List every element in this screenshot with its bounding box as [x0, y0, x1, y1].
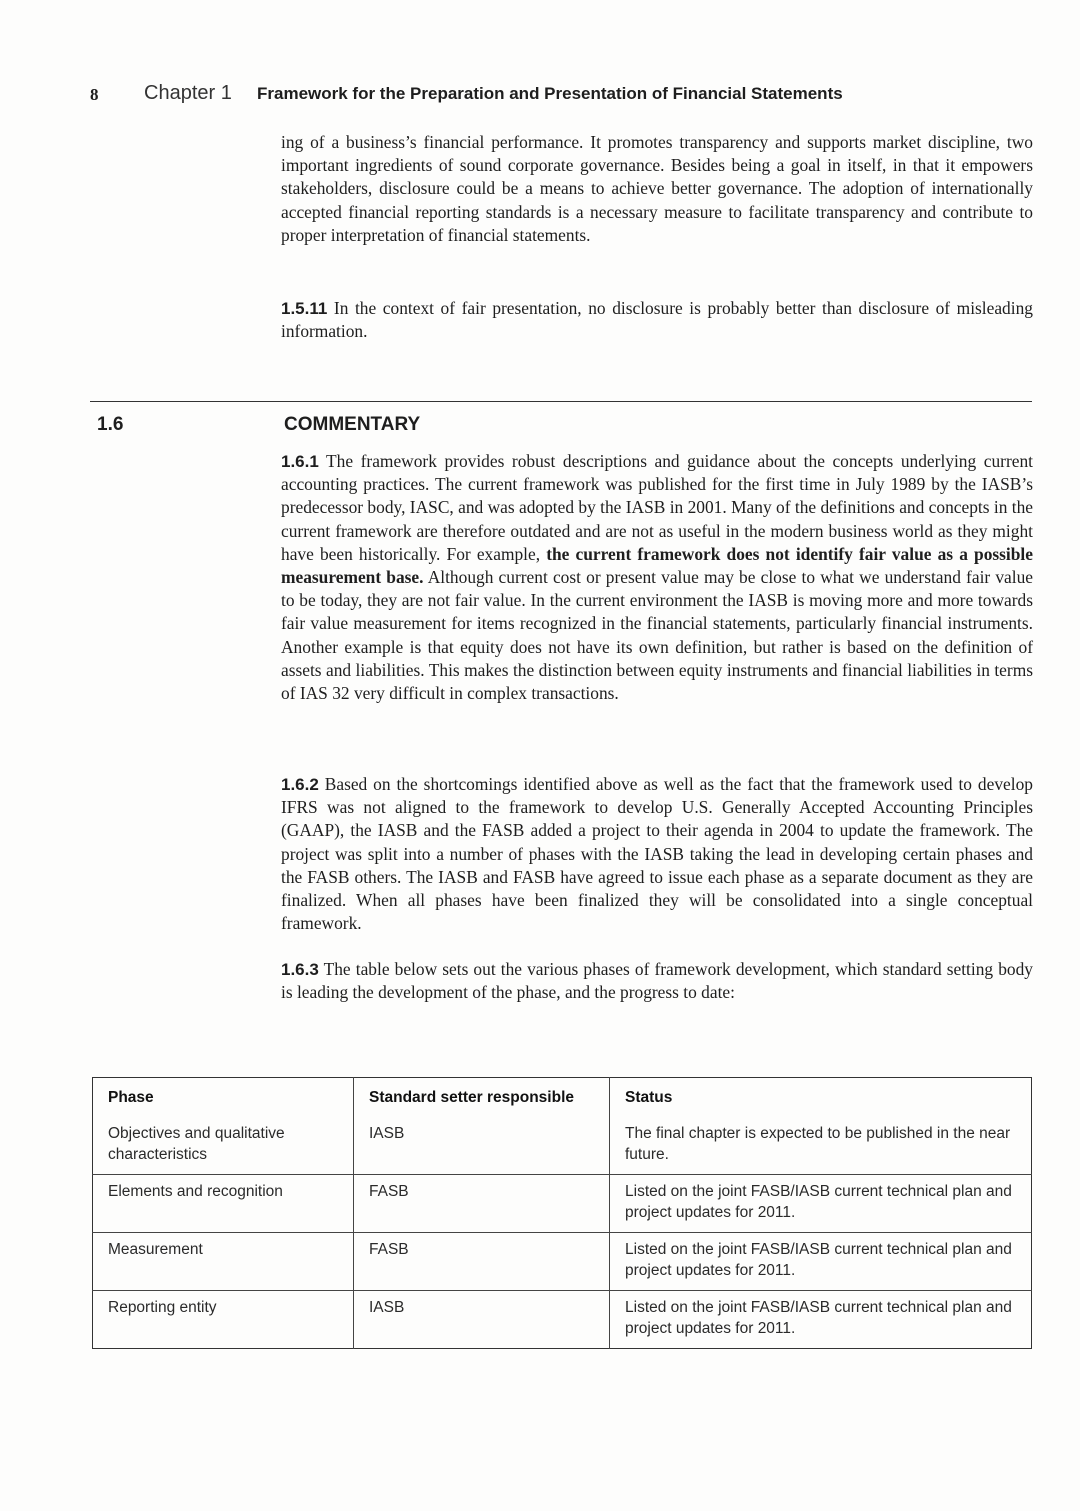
paragraph-text: The framework provides robust descriptions and guidance about the concepts underlying current accounting practices. The current framework was published for the first time in July 1989 by the IASB’s predecessor body, IASC, and was adopted by the IASB in 2001. Many of the definitions and concepts in the current framework are therefore outdated and are not as useful in the modern business world as they might have been historically. For example,	[281, 451, 1033, 564]
standard-setter-cell: FASB	[354, 1233, 610, 1291]
table-row	[93, 1233, 1032, 1291]
paragraph-text: In the context of fair presentation, no disclosure is probably better than disclosure of misleading information.	[281, 298, 1033, 342]
phase-cell: Measurement	[93, 1233, 354, 1291]
page-number: 8	[90, 85, 99, 104]
status-cell: Listed on the joint FASB/IASB current technical plan and project updates for 2011.	[610, 1233, 1032, 1291]
phase-cell: Objectives and qualitative characteristics	[93, 1117, 354, 1175]
paragraph-1-6-3	[281, 958, 1033, 1004]
phase-cell: Reporting entity	[93, 1291, 354, 1349]
page-header	[90, 82, 990, 108]
paragraph-text: The table below sets out the various phases of framework development, which standard setting body is leading the development of the phase, and the progress to date:	[281, 959, 1033, 1003]
table-header-row	[93, 1078, 1032, 1118]
paragraph-number: 1.6.2	[281, 775, 319, 794]
table-row	[93, 1175, 1032, 1233]
paragraph-number: 1.6.3	[281, 960, 319, 979]
section-title: COMMENTARY	[284, 414, 421, 435]
paragraph-1-5-11	[281, 297, 1033, 343]
column-header-phase: Phase	[93, 1078, 354, 1118]
paragraph-1-6-1	[281, 450, 1033, 705]
paragraph-bold-text: the current framework does not identify fair value as a possible measurement base.	[281, 543, 1033, 588]
table-row	[93, 1117, 1032, 1175]
standard-setter-cell: FASB	[354, 1175, 610, 1233]
paragraph-number: 1.6.1	[281, 452, 319, 471]
framework-phases-table	[92, 1077, 1032, 1349]
paragraph-text-continued: Although current cost or present value may be close to what we understand fair value to be today, they are not fair value. In the current environment the IASB is moving more and more towards fair value measurement for items recognized in the financial statements, particularly financial instruments. Another example is that equity does not have its own definition, but rather is based on the definition of assets and liabilities. This makes the distinction between equity instruments and financial liabilities in terms of IAS 32 very difficult in complex transactions.	[281, 567, 1034, 704]
phase-cell: Elements and recognition	[93, 1175, 354, 1233]
paragraph-text: Based on the shortcomings identified above as well as the fact that the framework used to develop IFRS was not aligned to the framework to develop U.S. Generally Accepted Accounting Principles (GAAP), the IASB and the FASB added a project to their agenda in 2004 to update the framework. The project was split into a number of phases with the IASB taking the lead in developing certain phases and the FASB others. The IASB and FASB have agreed to issue each phase as a separate document as they are finalized. When all phases have been finalized they will be consolidated into a single conceptual framework.	[281, 774, 1033, 934]
paragraph-1-6-2	[281, 773, 1033, 935]
column-header-standard-setter: Standard setter responsible	[354, 1078, 610, 1118]
section-number: 1.6	[97, 414, 124, 435]
standard-setter-cell: IASB	[354, 1291, 610, 1349]
intro-paragraph: ing of a business’s financial performance. It promotes transparency and supports market discipline, two important ingredients of sound corporate governance. Besides being a goal in itself, in that it empowers stakeholders, disclosure could be a means to achieve better governance. The adoption of internationally accepted financial reporting standards is a necessary measure to facilitate transparency and contribute to proper interpretation of financial statements.	[281, 132, 1033, 245]
standard-setter-cell: IASB	[354, 1117, 610, 1175]
table-row	[93, 1291, 1032, 1349]
paragraph-number: 1.5.11	[281, 299, 328, 318]
status-cell: The final chapter is expected to be published in the near future.	[625, 1125, 1011, 1163]
section-divider	[90, 401, 1032, 402]
chapter-title: Framework for the Preparation and Presentation of Financial Statements	[257, 84, 843, 103]
chapter-label: Chapter 1	[144, 82, 232, 104]
status-cell: Listed on the joint FASB/IASB current technical plan and project updates for 2011.	[610, 1175, 1032, 1233]
column-header-status: Status	[625, 1089, 673, 1106]
status-cell: Listed on the joint FASB/IASB current technical plan and project updates for 2011.	[610, 1291, 1032, 1349]
